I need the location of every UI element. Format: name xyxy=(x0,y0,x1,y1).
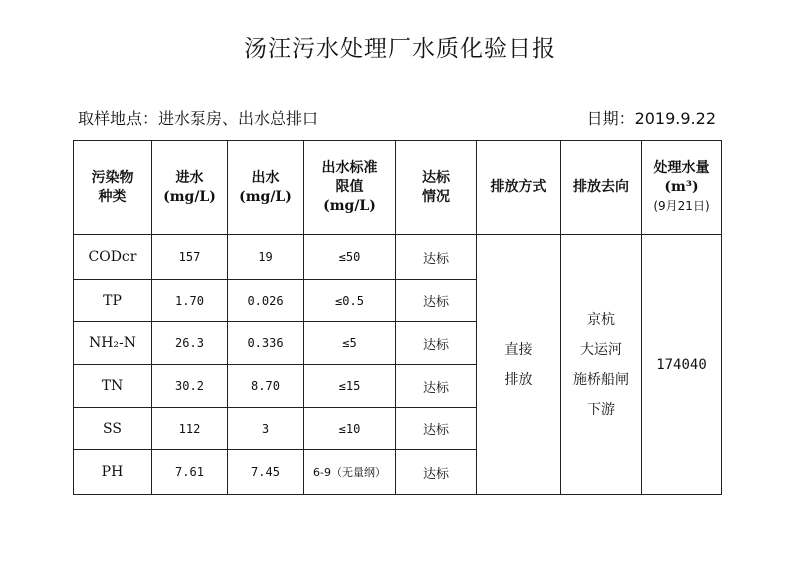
header-limit: 出水标准 限值 (mg/L) xyxy=(304,141,396,235)
inflow-value: 30.2 xyxy=(152,365,228,408)
water-quality-table xyxy=(73,140,722,495)
header-row xyxy=(74,141,722,235)
discharge-direction: 京杭 大运河 施桥船闸 下游 xyxy=(561,235,642,495)
pollutant-name: TP xyxy=(74,280,152,322)
header-discharge-direction: 排放去向 xyxy=(561,141,642,235)
pollutant-name: PH xyxy=(74,450,152,495)
header-discharge-method: 排放方式 xyxy=(477,141,561,235)
sampling-location: 取样地点：进水泵房、出水总排口 xyxy=(78,109,319,128)
pollutant-name: TN xyxy=(74,365,152,408)
compliance-status: 达标 xyxy=(396,408,477,450)
compliance-status: 达标 xyxy=(396,322,477,365)
report-date: 日期：2019.9.22 xyxy=(586,109,716,128)
pollutant-name: NH₂-N xyxy=(74,322,152,365)
compliance-status: 达标 xyxy=(396,450,477,495)
limit-value: ≤10 xyxy=(304,408,396,450)
limit-value: 6-9（无量纲） xyxy=(304,450,396,495)
outflow-value: 0.026 xyxy=(228,280,304,322)
limit-value: ≤50 xyxy=(304,235,396,280)
outflow-value: 7.45 xyxy=(228,450,304,495)
header-compliance: 达标 情况 xyxy=(396,141,477,235)
header-outflow: 出水 (mg/L) xyxy=(228,141,304,235)
header-pollutant: 污染物 种类 xyxy=(74,141,152,235)
outflow-value: 0.336 xyxy=(228,322,304,365)
discharge-method: 直接 排放 xyxy=(477,235,561,495)
outflow-value: 3 xyxy=(228,408,304,450)
pollutant-name: CODcr xyxy=(74,235,152,280)
inflow-value: 26.3 xyxy=(152,322,228,365)
outflow-value: 19 xyxy=(228,235,304,280)
limit-value: ≤0.5 xyxy=(304,280,396,322)
compliance-status: 达标 xyxy=(396,235,477,280)
inflow-value: 1.70 xyxy=(152,280,228,322)
pollutant-name: SS xyxy=(74,408,152,450)
compliance-status: 达标 xyxy=(396,365,477,408)
compliance-status: 达标 xyxy=(396,280,477,322)
limit-value: ≤5 xyxy=(304,322,396,365)
inflow-value: 7.61 xyxy=(152,450,228,495)
outflow-value: 8.70 xyxy=(228,365,304,408)
limit-value: ≤15 xyxy=(304,365,396,408)
treated-volume: 174040 xyxy=(642,235,722,495)
report-title: 汤汪污水处理厂水质化验日报 xyxy=(244,36,556,62)
inflow-value: 112 xyxy=(152,408,228,450)
inflow-value: 157 xyxy=(152,235,228,280)
table-row xyxy=(74,235,722,280)
header-volume: 处理水量 (m³) (9月21日) xyxy=(642,141,722,235)
header-inflow: 进水 (mg/L) xyxy=(152,141,228,235)
